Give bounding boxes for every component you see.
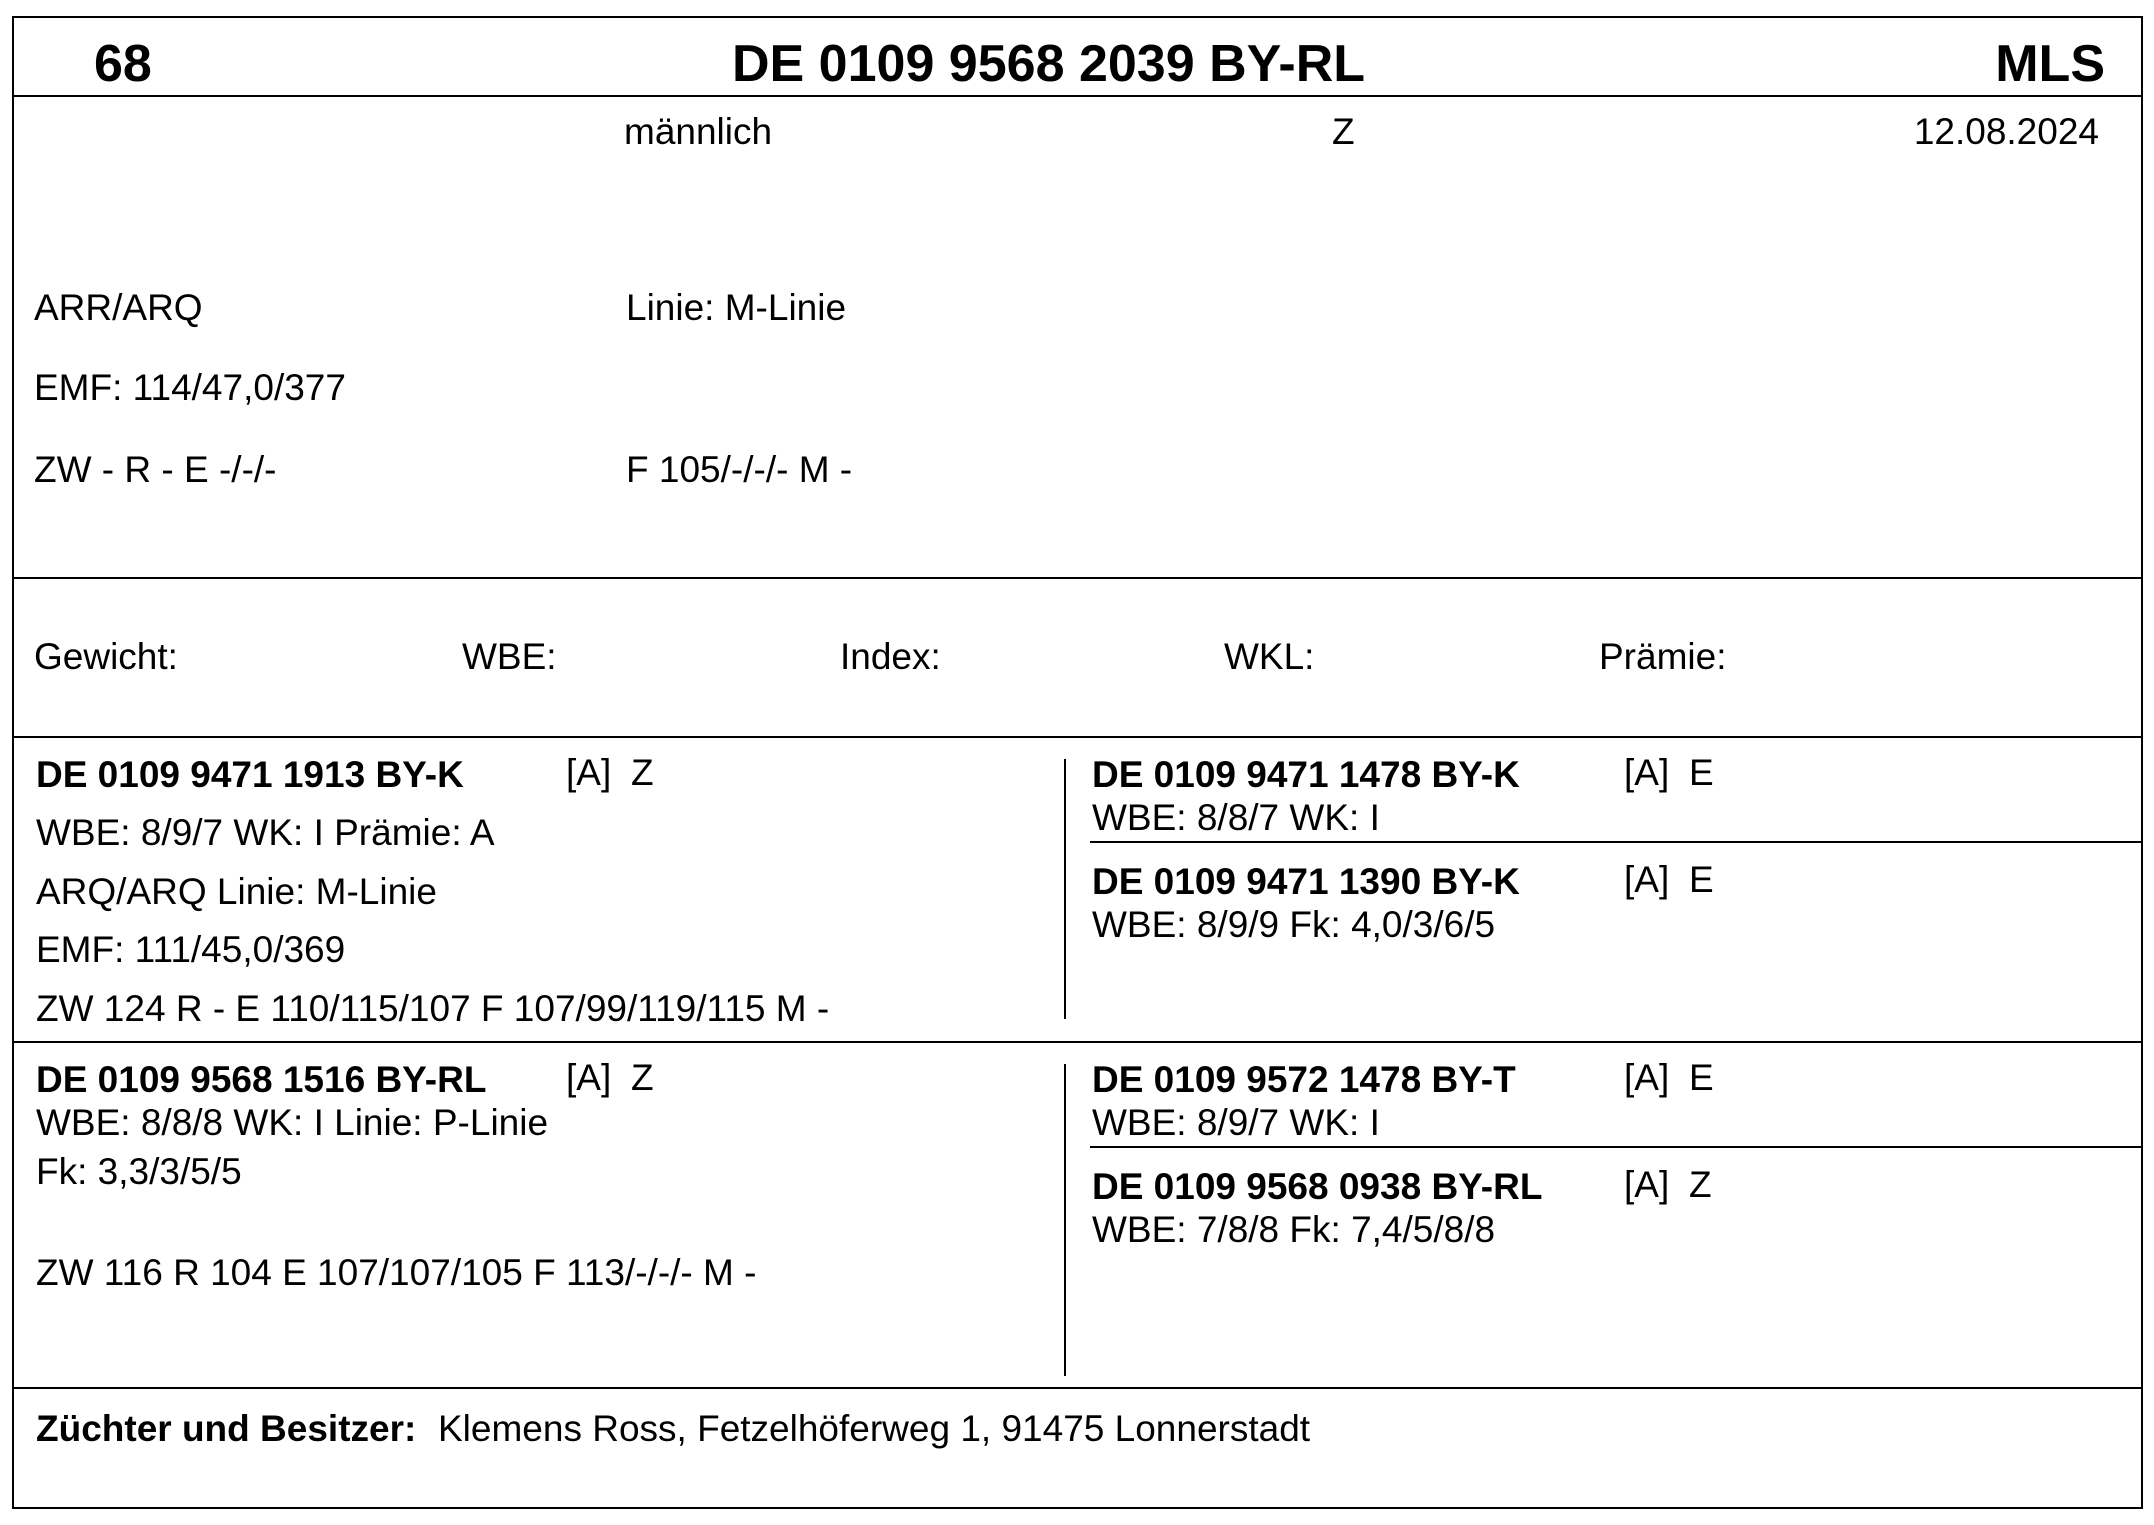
sex: männlich <box>624 111 773 152</box>
sire-id: DE 0109 9471 1913 BY-K <box>36 754 464 795</box>
dam-sire-tag: [A] <box>1624 1057 1670 1098</box>
breed-code: MLS <box>1995 35 2105 93</box>
status: Z <box>1332 111 1355 152</box>
dam-column-divider <box>1064 1064 1066 1376</box>
dam-tag: [A] <box>566 1057 612 1098</box>
dam-parents-divider <box>1090 1146 2141 1148</box>
header-divider <box>14 95 2141 97</box>
dam-dam-id: DE 0109 9568 0938 BY-RL <box>1092 1166 1543 1207</box>
index-label: Index: <box>840 636 941 677</box>
sire-tag: [A] <box>566 752 612 793</box>
breeder-value: Klemens Ross, Fetzelhöferweg 1, 91475 Lonnerstadt <box>438 1408 1311 1449</box>
breeding-values: ZW - R - E -/-/- <box>34 449 277 490</box>
sire-sire-id: DE 0109 9471 1478 BY-K <box>1092 754 1520 795</box>
dam-sire-status: E <box>1689 1057 1714 1098</box>
dam-dam-tag: [A] <box>1624 1164 1670 1205</box>
sire-genotype: ARQ/ARQ Linie: M-Linie <box>36 871 437 912</box>
dam-wbe: WBE: 8/8/8 WK: I Linie: P-Linie <box>36 1102 549 1143</box>
emf: EMF: 114/47,0/377 <box>34 367 346 408</box>
catalog-number: 68 <box>94 35 152 93</box>
sire-zw: ZW 124 R - E 110/115/107 F 107/99/119/115 M - <box>36 988 830 1029</box>
dam-sire-id: DE 0109 9572 1478 BY-T <box>1092 1059 1516 1100</box>
sire-wbe: WBE: 8/9/7 WK: I Prämie: A <box>36 812 495 853</box>
dam-id: DE 0109 9568 1516 BY-RL <box>36 1059 487 1100</box>
dam-dam-wbe: WBE: 7/8/8 Fk: 7,4/5/8/8 <box>1092 1209 1496 1250</box>
breeder-label: Züchter und Besitzer: <box>36 1408 417 1449</box>
sire-status: Z <box>631 752 654 793</box>
sire-dam-id: DE 0109 9471 1390 BY-K <box>1092 861 1520 902</box>
weight-label: Gewicht: <box>34 636 178 677</box>
f-values: F 105/-/-/- M - <box>626 449 853 490</box>
sire-emf: EMF: 111/45,0/369 <box>36 929 346 970</box>
sire-parents-divider <box>1090 841 2141 843</box>
sire-sire-status: E <box>1689 752 1714 793</box>
dam-fk: Fk: 3,3/3/5/5 <box>36 1151 242 1192</box>
dam-status: Z <box>631 1057 654 1098</box>
genotype: ARR/ARQ <box>34 287 203 328</box>
info-divider <box>14 577 2141 579</box>
sire-dam-wbe: WBE: 8/9/9 Fk: 4,0/3/6/5 <box>1092 904 1496 945</box>
sire-dam-tag: [A] <box>1624 859 1670 900</box>
footer-divider <box>14 1387 2141 1389</box>
pedigree-card <box>12 16 2143 1509</box>
sire-dam-status: E <box>1689 859 1714 900</box>
registration-number: DE 0109 9568 2039 BY-RL <box>732 35 1366 93</box>
praemie-label: Prämie: <box>1599 636 1727 677</box>
wbe-label: WBE: <box>462 636 557 677</box>
wkl-label: WKL: <box>1224 636 1315 677</box>
sire-sire-wbe: WBE: 8/8/7 WK: I <box>1092 797 1380 838</box>
sire-sire-tag: [A] <box>1624 752 1670 793</box>
line: Linie: M-Linie <box>626 287 847 328</box>
dam-sire-wbe: WBE: 8/9/7 WK: I <box>1092 1102 1380 1143</box>
dam-zw: ZW 116 R 104 E 107/107/105 F 113/-/-/- M - <box>36 1252 757 1293</box>
dam-dam-status: Z <box>1689 1164 1712 1205</box>
evaluation-divider <box>14 736 2141 738</box>
sire-column-divider <box>1064 759 1066 1019</box>
sire-dam-section-divider <box>14 1041 2141 1043</box>
date: 12.08.2024 <box>1913 111 2099 152</box>
